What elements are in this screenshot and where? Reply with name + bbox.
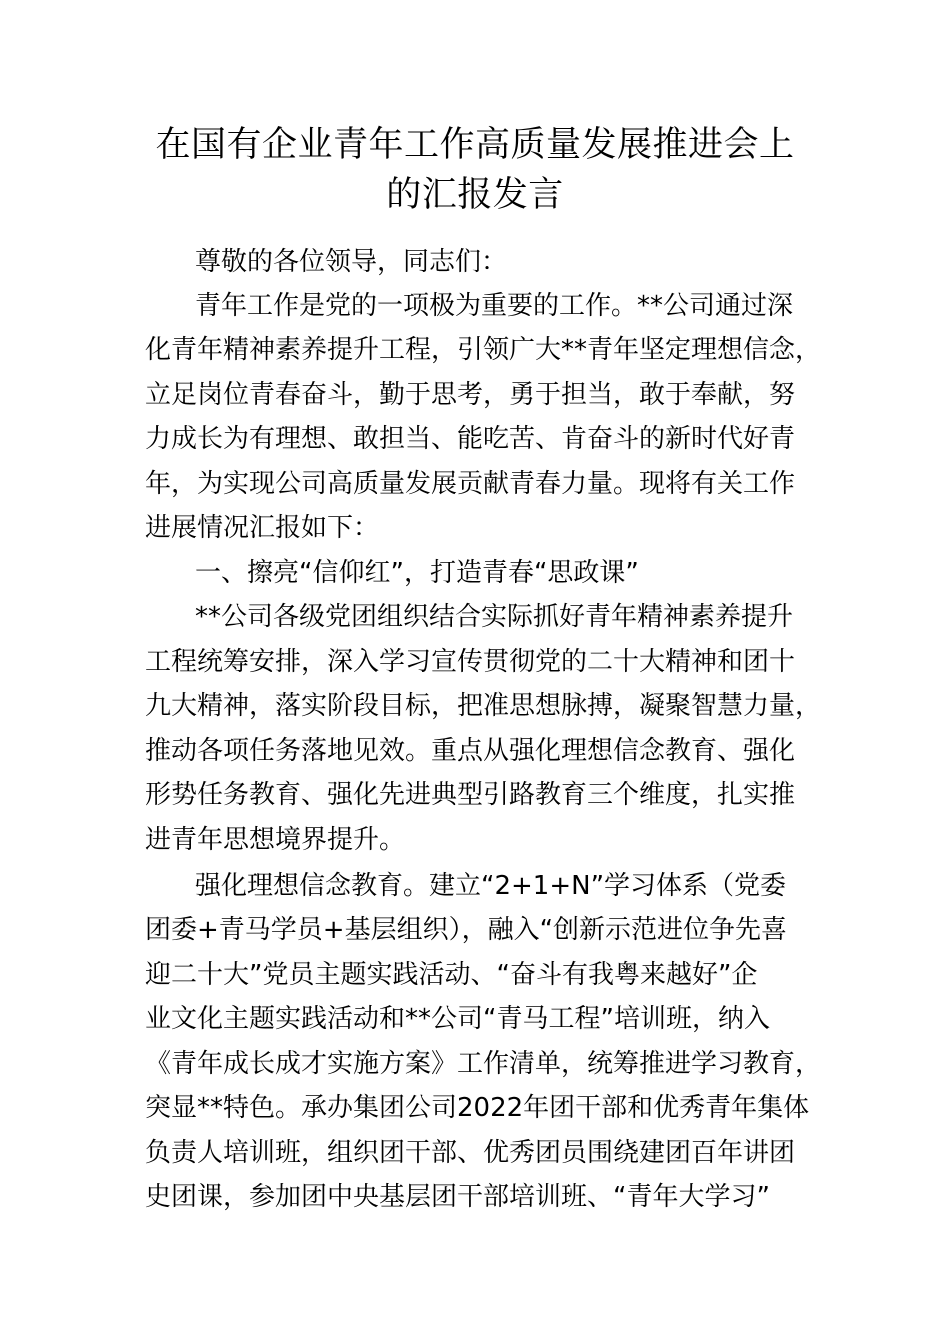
document-title bbox=[145, 120, 805, 220]
paragraph-line: 推动各项任务落地见效。重点从强化理想信念教育、强化 bbox=[145, 736, 796, 766]
paragraph-line: 业文化主题实践活动和**公司“青马工程”培训班，纳入 bbox=[145, 1004, 770, 1034]
paragraph-line: 形势任务教育、强化先进典型引路教育三个维度，扎实推 bbox=[145, 780, 796, 810]
title-line: 在国有企业青年工作高质量发展推进会上 bbox=[155, 125, 795, 165]
section-heading: 一、擦亮“信仰红”，打造青春“思政课” bbox=[195, 558, 639, 588]
paragraph-line: 强化理想信念教育。建立“2+1+N”学习体系（党委 bbox=[195, 871, 787, 901]
paragraph-line: 负责人培训班，组织团干部、优秀团员围绕建团百年讲团 bbox=[145, 1138, 796, 1168]
paragraph-line: 团委+青马学员+基层组织），融入“创新示范进位争先喜 bbox=[145, 915, 788, 945]
paragraph-line: **公司各级党团组织结合实际抓好青年精神素养提升 bbox=[195, 602, 794, 632]
paragraph-line: 立足岗位青春奋斗，勤于思考，勇于担当，敢于奉献，努 bbox=[145, 380, 796, 410]
paragraph-line: 青年工作是党的一项极为重要的工作。**公司通过深 bbox=[195, 291, 794, 321]
paragraph-line: 化青年精神素养提升工程，引领广大**青年坚定理想信念， bbox=[145, 335, 822, 365]
paragraph-line: 史团课，参加团中央基层团干部培训班、“青年大学习” bbox=[145, 1182, 770, 1212]
paragraph-line: 进展情况汇报如下： bbox=[145, 513, 380, 543]
paragraph-line: 九大精神，落实阶段目标，把准思想脉搏，凝聚智慧力量， bbox=[145, 691, 822, 721]
paragraph-line: 《青年成长成才实施方案》工作清单，统筹推进学习教育， bbox=[145, 1049, 822, 1079]
paragraph-line: 突显**特色。承办集团公司2022年团干部和优秀青年集体 bbox=[145, 1093, 810, 1123]
paragraph-line: 迎二十大”党员主题实践活动、“奋斗有我粤来越好”企 bbox=[145, 960, 758, 990]
salutation: 尊敬的各位领导，同志们： bbox=[195, 247, 508, 277]
paragraph-line: 工程统筹安排，深入学习宣传贯彻党的二十大精神和团十 bbox=[145, 647, 796, 677]
paragraph-line: 进青年思想境界提升。 bbox=[145, 825, 406, 855]
title-line: 的汇报发言 bbox=[386, 175, 564, 215]
paragraph-line: 力成长为有理想、敢担当、能吃苦、肯奋斗的新时代好青 bbox=[145, 424, 796, 454]
paragraph-line: 年，为实现公司高质量发展贡献青春力量。现将有关工作 bbox=[145, 469, 796, 499]
